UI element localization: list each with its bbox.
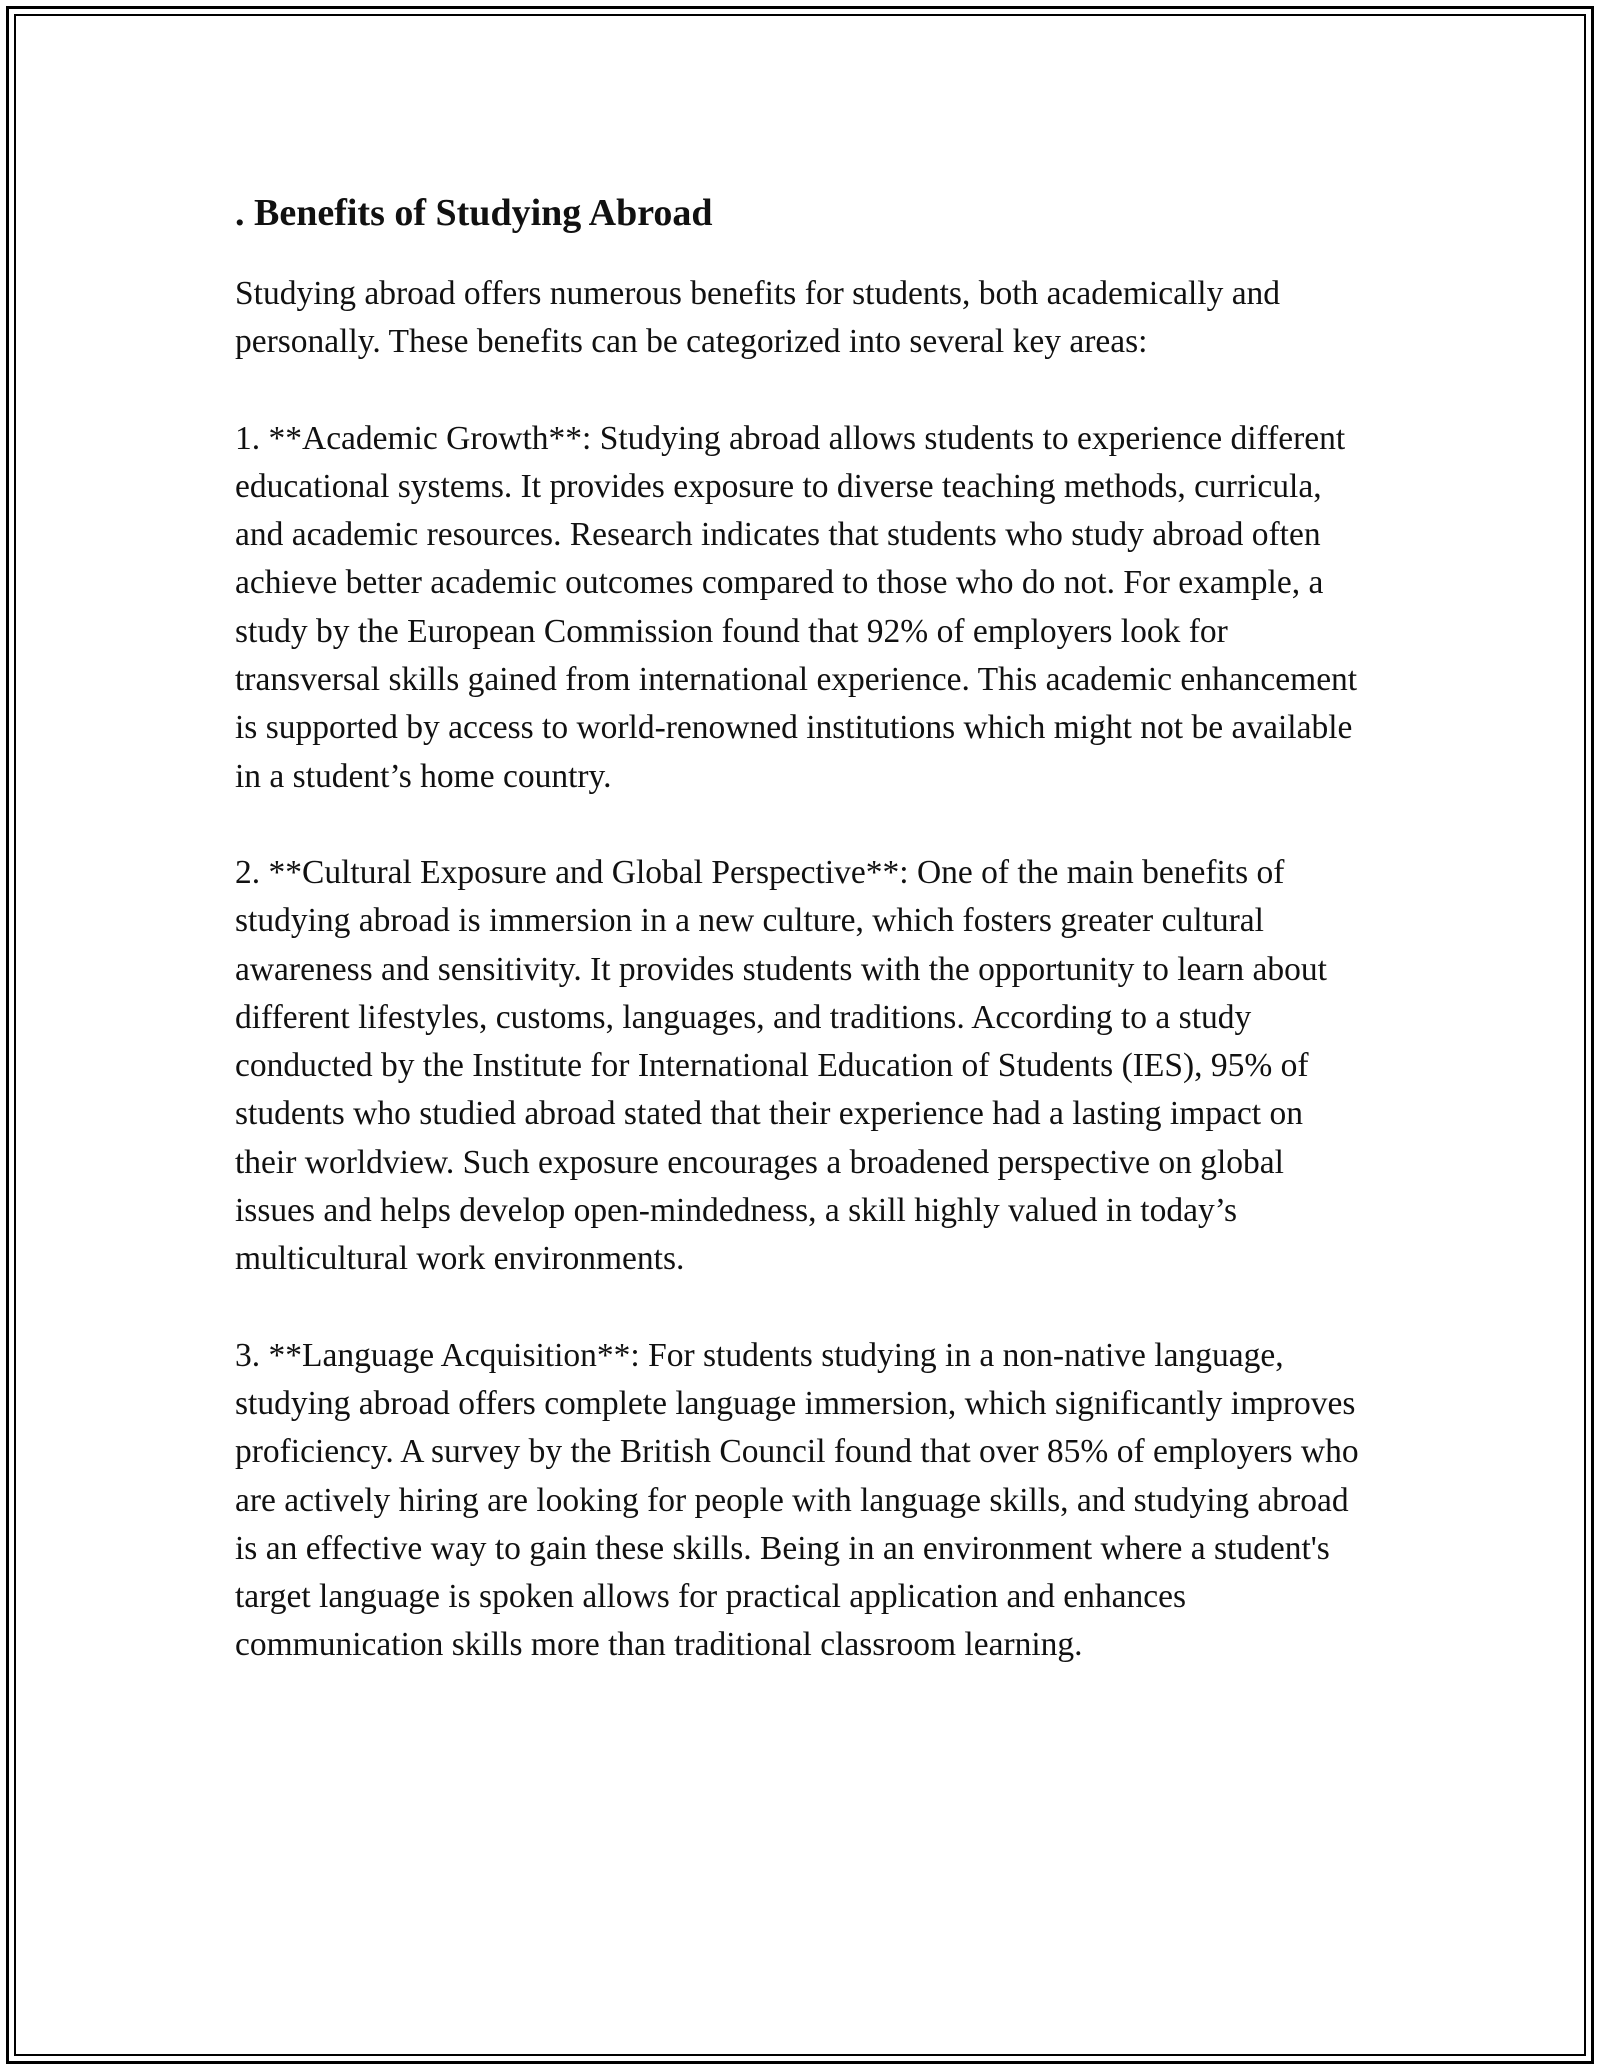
language-acquisition-paragraph: 3. **Language Acquisition**: For students studying in a non-native language, studying abroad offers complete language immersion, which significantly improves proficiency. A survey by the British Council found that over 85% of employers who are actively hiring are looking for people with language skills, and studying abroad is an effective way to gain these skills. Being in an environment where a student's target language is spoken allows for practical application and enhances communication skills more than traditional classroom learning. <box>235 1336 1359 1664</box>
academic-growth-paragraph: 1. **Academic Growth**: Studying abroad allows students to experience different educational systems. It provides exposure to diverse teaching methods, curricula, and academic resources. Research indicates that students who study abroad often achieve better academic outcomes compared to those who do not. For example, a study by the European Commission found that 92% of employers look for transversal skills gained from international experience. This academic enhancement is supported by access to world-renowned institutions which might not be available in a student’s home country. <box>235 419 1358 795</box>
document-title: . Benefits of Studying Abroad <box>235 192 713 234</box>
document-body <box>235 186 1365 1718</box>
cultural-exposure-paragraph: 2. **Cultural Exposure and Global Perspective**: One of the main benefits of studying abroad is immersion in a new culture, which fosters greater cultural awareness and sensitivity. It provides students with the opportunity to learn about different lifestyles, customs, languages, and traditions. According to a study conducted by the Institute for International Education of Students (IES), 95% of students who studied abroad stated that their experience had a lasting impact on their worldview. Such exposure encourages a broadened perspective on global issues and helps develop open-mindedness, a skill highly valued in today’s multicultural work environments. <box>235 853 1327 1278</box>
intro-paragraph: Studying abroad offers numerous benefits for students, both academically and personally. These benefits can be categorized into several key areas: <box>235 275 1281 361</box>
